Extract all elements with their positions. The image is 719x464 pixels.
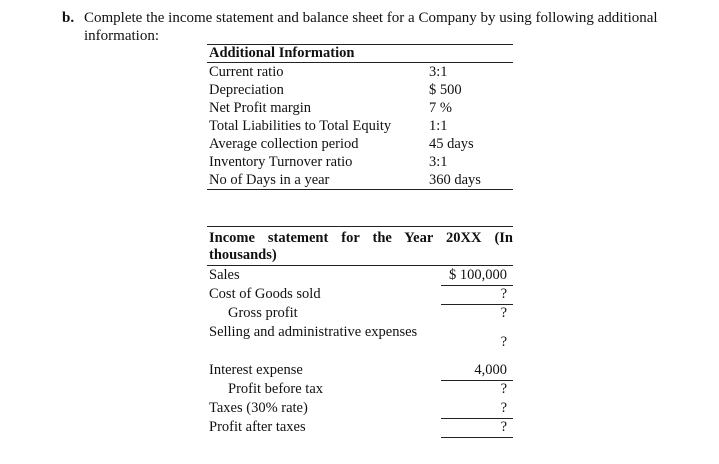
question-label: b. <box>62 10 75 26</box>
row-value: ? <box>429 399 513 418</box>
row-label: Inventory Turnover ratio <box>209 154 353 170</box>
row-value: $ 500 <box>429 82 462 98</box>
income-statement-title: Income statement for the Year 20XX (In thousands) <box>207 227 513 266</box>
table-row <box>207 418 513 437</box>
table-row <box>207 399 513 418</box>
row-value: 3:1 <box>429 154 448 170</box>
row-label: Selling and administrative expenses <box>209 324 418 340</box>
row-label: Interest expense <box>209 362 303 378</box>
row-value: 45 days <box>429 136 474 152</box>
row-value: ? <box>429 285 513 304</box>
row-value: 4,000 <box>429 361 513 380</box>
row-label: Current ratio <box>209 64 284 80</box>
row-value: ? <box>429 418 513 437</box>
table-row <box>207 171 513 189</box>
table-row <box>207 135 513 153</box>
row-label: Depreciation <box>209 82 284 98</box>
row-label: Taxes (30% rate) <box>209 400 308 416</box>
row-label: Profit before tax <box>228 381 324 397</box>
table-row <box>207 361 513 380</box>
table-row <box>207 63 513 81</box>
table-row <box>207 380 513 399</box>
row-label: Cost of Goods sold <box>209 286 321 302</box>
row-value: 3:1 <box>429 64 448 80</box>
row-label: Total Liabilities to Total Equity <box>209 118 392 134</box>
table-row <box>207 99 513 117</box>
row-value: ? <box>500 334 507 350</box>
row-value: 360 days <box>429 172 481 188</box>
question-text: Complete the income statement and balance sheet for a Company by using following additional information: <box>84 10 658 44</box>
row-label: Profit after taxes <box>209 419 306 435</box>
row-label: Gross profit <box>228 305 298 321</box>
row-label: No of Days in a year <box>209 172 330 188</box>
row-label: Sales <box>209 267 240 283</box>
row-value: $ 100,000 <box>429 266 513 285</box>
row-value: 7 % <box>429 100 452 116</box>
table-row <box>207 285 513 304</box>
table-bottom-rule <box>207 189 513 190</box>
table-row <box>207 153 513 171</box>
row-value: 1:1 <box>429 118 448 134</box>
table-row <box>207 117 513 135</box>
table-row <box>207 304 513 323</box>
table-row <box>207 266 513 285</box>
row-value: ? <box>500 381 507 397</box>
question-block <box>62 9 702 45</box>
table-row <box>207 81 513 99</box>
additional-info-title: Additional Information <box>207 45 513 63</box>
row-label: Net Profit margin <box>209 100 312 116</box>
income-statement-table <box>207 226 513 437</box>
row-value: ? <box>500 305 507 321</box>
additional-info-table <box>207 44 513 190</box>
row-label: Average collection period <box>209 136 359 152</box>
table-row <box>207 323 513 361</box>
